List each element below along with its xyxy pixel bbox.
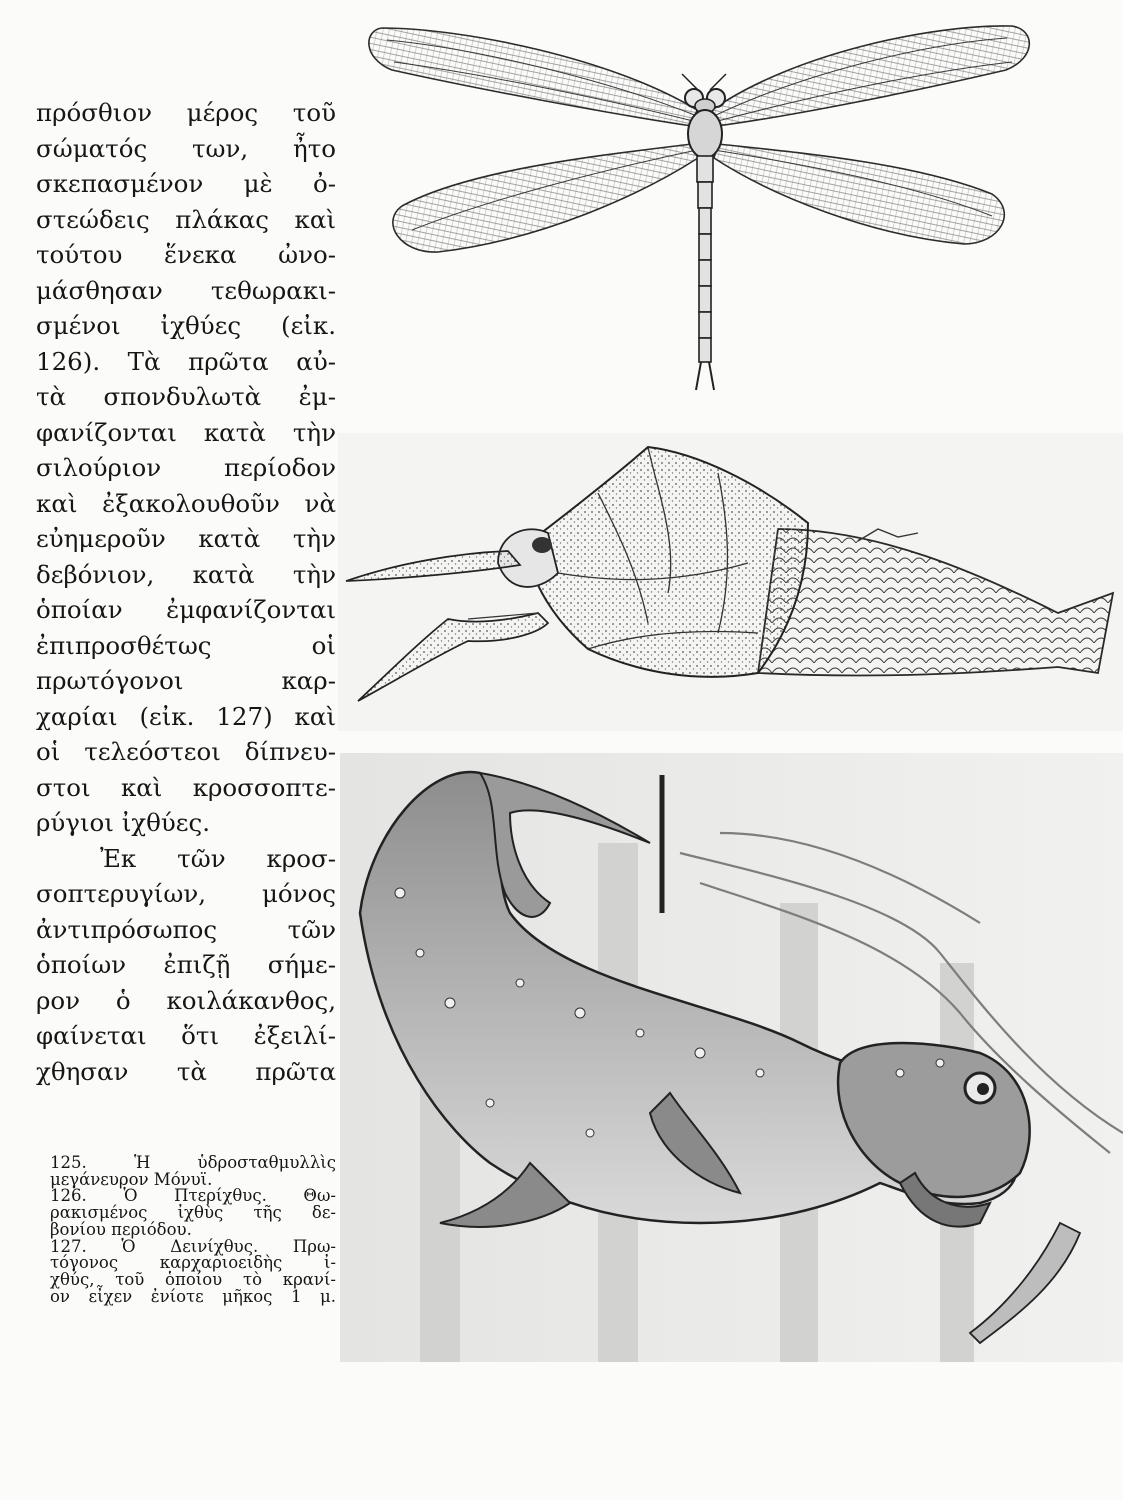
caption-line: 126. Ὁ Πτερίχθυς. Θω- — [50, 1186, 336, 1206]
text-line: καὶ ἐξακολουθοῦν νὰ — [36, 488, 336, 518]
text-line: ὁποίαν ἐμφανίζονται — [36, 595, 336, 624]
caption-line: 127. Ὁ Δεινίχθυς. Πρω- — [50, 1236, 336, 1256]
body-text — [36, 95, 336, 1089]
text-line: σιλούριον περίοδον — [36, 453, 336, 482]
caption-line: βονίου περιόδου. — [50, 1219, 192, 1239]
text-line: χαρίαι (εἰκ. 127) καὶ — [36, 701, 336, 731]
text-line: 126). Τὰ πρῶτα αὐ- — [36, 346, 336, 376]
caption-line: 125. Ἡ ὑδροσταθμυλλὶς — [50, 1153, 336, 1172]
text-line: πρόσθιον μέρος τοῦ — [36, 98, 336, 127]
text-line: στοι καὶ κροσσοπτε- — [36, 772, 336, 802]
text-line: σκεπασμένον μὲ ὀ- — [36, 169, 336, 198]
caption-line: ον εἶχεν ἐνίοτε μῆκος 1 μ. — [50, 1286, 336, 1306]
text-line: σοπτερυγίων, μόνος — [36, 879, 336, 908]
text-line: σώματός των, ἦτο — [36, 133, 336, 163]
caption-line: μεγάνευρον Μόνυϊ. — [50, 1169, 213, 1189]
text-line: ἐπιπροσθέτως οἱ — [36, 630, 336, 660]
text-line: δεβόνιον, κατὰ τὴν — [36, 559, 336, 589]
prehistoric-fish-icon — [340, 753, 1123, 1362]
caption-line: χθύς, τοῦ ὁποίου τὸ κρανί- — [50, 1269, 336, 1289]
text-line: ὁποίων ἐπιζῇ σήμε- — [36, 950, 336, 979]
text-line: τούτου ἕνεκα ὠνο- — [36, 240, 336, 269]
text-line: ἀντιπρόσωπος τῶν — [36, 914, 336, 944]
text-line: ρύγιοι ἰχθύες. — [36, 808, 210, 837]
text-line: χθησαν τὰ πρῶτα — [36, 1056, 336, 1086]
text-line: σμένοι ἰχθύες (εἰκ. — [36, 311, 336, 340]
armored-fish-icon — [338, 433, 1123, 731]
armored-fish-illustration — [338, 433, 1123, 731]
figure-captions — [50, 1155, 336, 1305]
text-line: οἱ τελεόστεοι δίπνευ- — [36, 737, 336, 766]
text-line: πρωτόγονοι καρ- — [36, 666, 336, 695]
dragonfly-illustration — [352, 18, 1042, 396]
text-line: στεώδεις πλάκας καὶ — [36, 204, 336, 234]
caption-line: ρακισμένος ἰχθὺς τῆς δε- — [50, 1203, 336, 1223]
text-line: τὰ σπονδυλωτὰ ἐμ- — [36, 382, 336, 411]
text-line: φαίνεται ὅτι ἐξειλί- — [36, 1021, 336, 1050]
text-line: ρον ὁ κοιλάκανθος, — [36, 985, 336, 1015]
dragonfly-icon — [352, 18, 1042, 396]
text-line: Ἐκ τῶν κροσ- — [100, 843, 336, 873]
text-line: μάσθησαν τεθωρακι- — [36, 275, 336, 305]
caption-line: τόγονος καρχαριοειδὴς ἰ- — [50, 1253, 336, 1273]
text-line: φανίζονται κατὰ τὴν — [36, 417, 336, 447]
prehistoric-fish-illustration — [340, 753, 1123, 1362]
text-line: εὐημεροῦν κατὰ τὴν — [36, 524, 336, 553]
